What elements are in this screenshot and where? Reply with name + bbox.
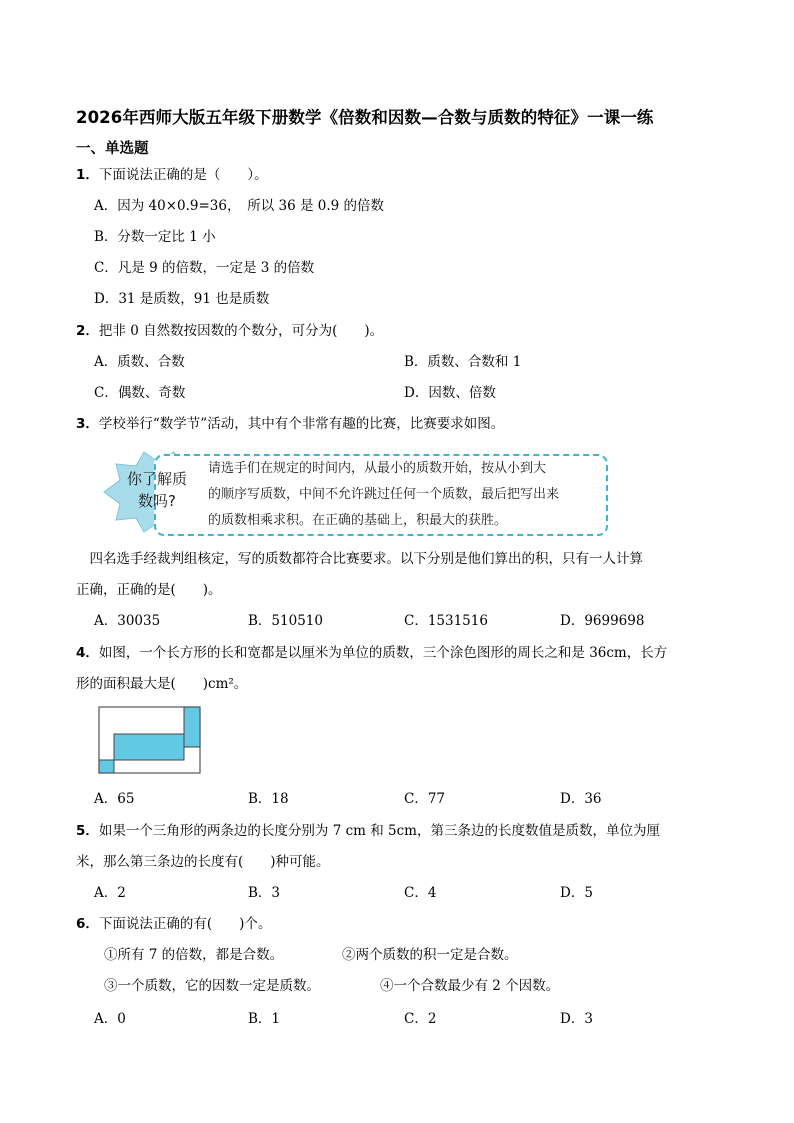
question-1-text: 下面说法正确的是（ ）。 xyxy=(98,167,268,183)
question-3-followup-line-2: 正确，正确的是( )。 xyxy=(76,582,222,598)
question-6-statement-1: ①所有 7 的倍数，都是合数。 xyxy=(104,947,284,963)
question-6-statement-4: ④一个合数最少有 2 个因数。 xyxy=(380,978,560,994)
question-5-option-d[interactable]: D．5 xyxy=(560,885,593,901)
question-5-option-c[interactable]: C．4 xyxy=(404,885,437,901)
question-4-option-d[interactable]: D．36 xyxy=(560,791,602,807)
question-6-option-a[interactable]: A．0 xyxy=(94,1011,126,1027)
callout-text xyxy=(208,456,608,534)
question-4-option-b[interactable]: B．18 xyxy=(248,791,289,807)
question-3-followup-line-1: 四名选手经裁判组核定，写的质数都符合比赛要求。以下分别是他们算出的积，只有一人计算 xyxy=(76,551,643,567)
question-4-number: 4． xyxy=(76,645,99,661)
question-6-number: 6． xyxy=(76,916,99,932)
callout-line-3: 的质数相乘求积。在正确的基础上，积最大的获胜。 xyxy=(208,513,508,528)
question-5-stem-line-2: 米，那么第三条边的长度有( )种可能。 xyxy=(76,854,330,870)
section-heading: 一、单选题 xyxy=(76,141,149,157)
question-4-stem-line-1 xyxy=(76,644,667,662)
question-6-option-b[interactable]: B．1 xyxy=(248,1011,281,1027)
question-4-option-a[interactable]: A．65 xyxy=(94,791,135,807)
question-4-stem-line-2: 形的面积最大是( )cm²。 xyxy=(76,676,248,692)
question-6-statement-2: ②两个质数的积一定是合数。 xyxy=(342,947,518,963)
question-2-number: 2． xyxy=(76,323,99,339)
question-3-option-b[interactable]: B．510510 xyxy=(248,613,323,629)
badge-line-2: 数吗? xyxy=(138,492,176,510)
question-3-text: 学校举行“数学节”活动，其中有个非常有趣的比赛，比赛要求如图。 xyxy=(98,416,505,432)
question-2-stem xyxy=(76,322,383,340)
question-2-option-d[interactable]: D．因数、倍数 xyxy=(404,385,496,401)
question-6-statement-3: ③一个质数，它的因数一定是质数。 xyxy=(104,978,320,994)
question-2-text: 把非 0 自然数按因数的个数分，可分为( )。 xyxy=(98,323,384,339)
callout-line-2: 的顺序写质数，中间不允许跳过任何一个质数，最后把写出来 xyxy=(208,487,560,502)
rectangle-figure xyxy=(98,706,202,776)
question-3-option-d[interactable]: D．9699698 xyxy=(560,613,645,629)
question-1-option-a[interactable]: A．因为 40×0.9=36， 所以 36 是 0.9 的倍数 xyxy=(94,198,385,214)
question-3-option-c[interactable]: C．1531516 xyxy=(404,613,488,629)
question-1-option-b[interactable]: B．分数一定比 1 小 xyxy=(94,229,216,245)
question-6-option-d[interactable]: D．3 xyxy=(560,1011,593,1027)
question-1-stem xyxy=(76,166,268,184)
rules-callout xyxy=(100,446,620,536)
question-1-option-d[interactable]: D．31 是质数，91 也是质数 xyxy=(94,291,270,307)
question-6-stem xyxy=(76,915,271,933)
question-4-option-c[interactable]: C．77 xyxy=(404,791,446,807)
worksheet-title: 2026年西师大版五年级下册数学《倍数和因数—合数与质数的特征》一课一练 xyxy=(76,108,654,127)
question-5-text-1: 如果一个三角形的两条边的长度分别为 7 cm 和 5cm，第三条边的长度数值是质数，单位为厘 xyxy=(98,823,660,839)
question-3-stem xyxy=(76,415,504,433)
question-5-option-b[interactable]: B．3 xyxy=(248,885,281,901)
question-5-option-a[interactable]: A．2 xyxy=(94,885,126,901)
callout-line-1: 请选手们在规定的时间内，从最小的质数开始，按从小到大 xyxy=(208,461,547,476)
question-5-stem-line-1 xyxy=(76,822,660,840)
badge-line-1: 你了解质 xyxy=(126,470,187,488)
question-5-number: 5． xyxy=(76,823,99,839)
question-2-option-a[interactable]: A．质数、合数 xyxy=(94,354,185,370)
question-2-option-b[interactable]: B．质数、合数和 1 xyxy=(404,354,522,370)
badge-label xyxy=(122,468,192,512)
question-6-option-c[interactable]: C．2 xyxy=(404,1011,437,1027)
question-1-number: 1． xyxy=(76,167,99,183)
question-2-option-c[interactable]: C．偶数、奇数 xyxy=(94,385,186,401)
question-3-option-a[interactable]: A．30035 xyxy=(94,613,161,629)
question-6-text: 下面说法正确的有( )个。 xyxy=(98,916,272,932)
question-3-number: 3． xyxy=(76,416,99,432)
question-4-text-1: 如图，一个长方形的长和宽都是以厘米为单位的质数，三个涂色图形的周长之和是 36cm，长方 xyxy=(98,645,668,661)
question-1-option-c[interactable]: C．凡是 9 的倍数，一定是 3 的倍数 xyxy=(94,260,315,276)
